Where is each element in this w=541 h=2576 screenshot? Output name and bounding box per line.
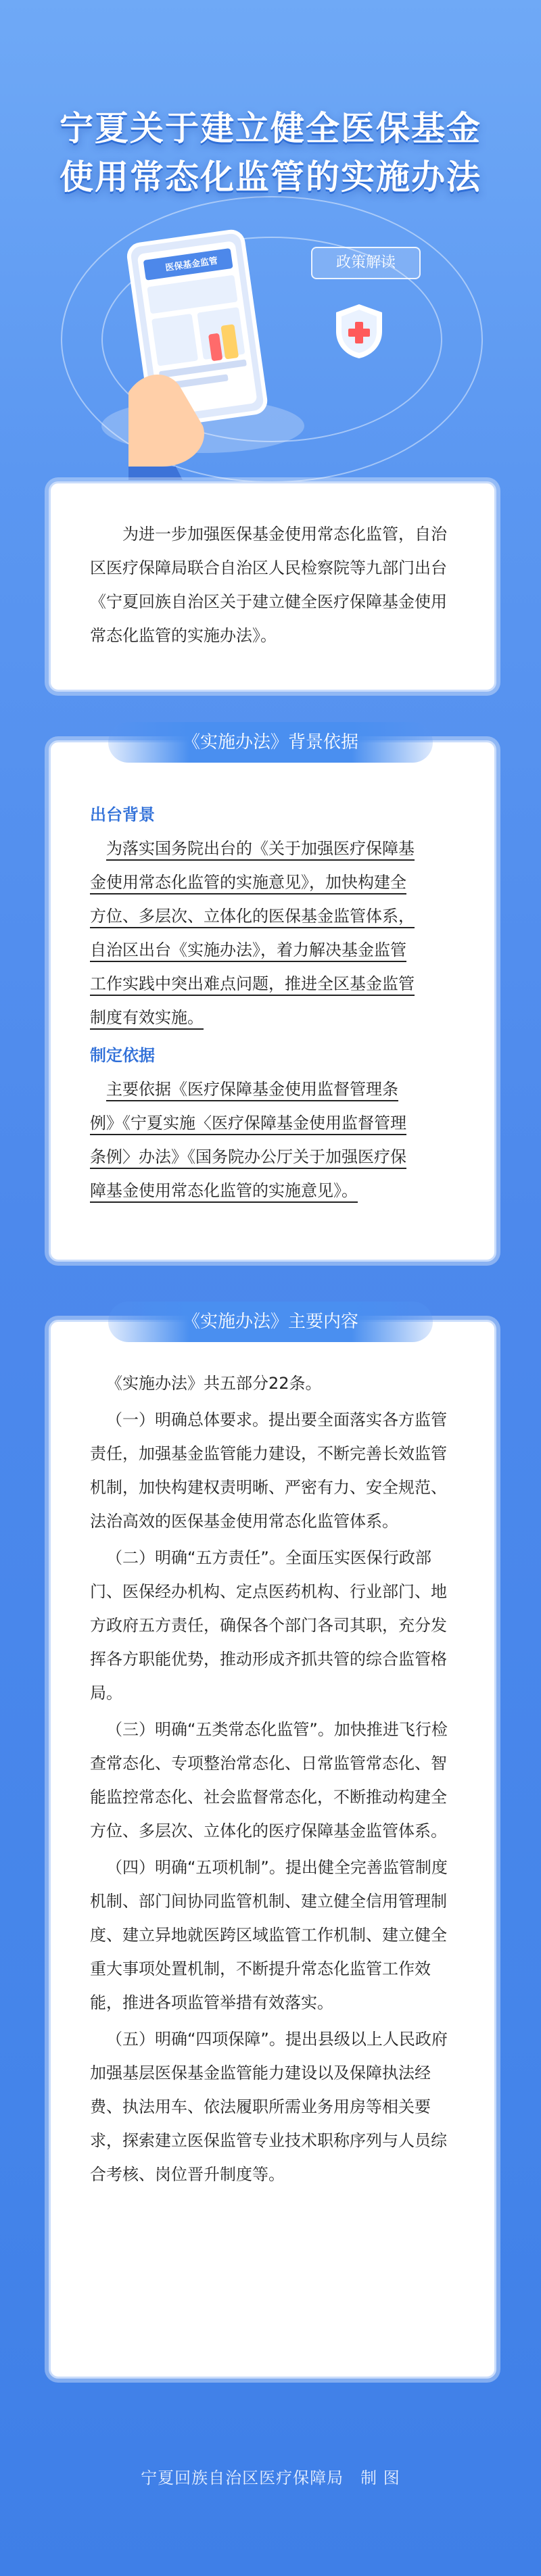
- intro-card: [49, 481, 496, 692]
- page-title-line1: 宁夏关于建立健全医保基金: [60, 109, 481, 148]
- item-label: （二）明确“五方责任”。: [106, 1548, 285, 1567]
- content-body: [90, 1366, 461, 2191]
- background-line: 方位、多层次、立体化的医保基金监管体系，: [90, 907, 415, 926]
- content-item: [90, 1713, 461, 1848]
- background-content: [90, 798, 461, 1208]
- content-item: [90, 2022, 461, 2191]
- content-lead: 《实施办法》共五部分22条。: [106, 1374, 322, 1393]
- phone-screen-title: 医保基金监管: [164, 256, 218, 274]
- content-item: [90, 1851, 461, 2020]
- content-heading: 《实施办法》主要内容: [108, 1302, 433, 1342]
- item-label: （一）明确总体要求。: [106, 1410, 268, 1429]
- basis-line: 主要依据《医疗保障基金使用监督管理条: [106, 1080, 398, 1099]
- item-text: 提出县级以上人民政府加强基层医保基金监管能力建设以及保障执法经费、执法用车、依法履职所需业务用房等相关要求，探索建立医保监管专业技术职称序列与人员综合考核、岗位晋升制度等。: [90, 2030, 448, 2184]
- item-text: 提出要全面落实各方监管责任，加强基金监管能力建设，不断完善长效监管机制，加快构建权责明晰、严密有力、安全规范、法治高效的医保基金使用常态化监管体系。: [90, 1410, 447, 1531]
- item-text: 提出健全完善监管制度机制、部门间协同监管机制、建立健全信用管理制度、建立异地就医跨区域监管工作机制、建立健全重大事项处置机制，不断提升常态化监管工作效能，推进各项监管举措有效落实。: [90, 1858, 448, 2012]
- hero-banner: [0, 0, 541, 487]
- background-card: [49, 740, 496, 1262]
- shield-icon: [335, 303, 383, 360]
- footer-credit: 宁夏回族自治区医疗保障局 制 图: [141, 2468, 400, 2487]
- policy-tag: 政策解读: [311, 247, 421, 279]
- background-subtitle: 出台背景: [90, 805, 155, 824]
- item-label: （三）明确“五类常态化监管”。: [106, 1720, 334, 1739]
- item-text: 全面压实医保行政部门、医保经办机构、定点医药机构、行业部门、地方政府五方责任，确保各个部门各司其职，充分发挥各方职能优势，推动形成齐抓共管的综合监管格局。: [90, 1548, 447, 1702]
- background-line: 自治区出台《实施办法》，着力解决基金监管: [90, 940, 406, 959]
- basis-line: 障基金使用常态化监管的实施意见》。: [90, 1181, 358, 1200]
- basis-line: 例》《宁夏实施〈医疗保障基金使用监督管理: [90, 1114, 406, 1132]
- item-label: （五）明确“四项保障”。: [106, 2030, 285, 2049]
- basis-subtitle: 制定依据: [90, 1046, 155, 1065]
- item-label: （四）明确“五项机制”。: [106, 1858, 285, 1877]
- background-line: 工作实践中突出难点问题，推进全区基金监管: [90, 974, 415, 993]
- background-heading: 《实施办法》背景依据: [108, 722, 433, 763]
- content-card: [49, 1320, 496, 2379]
- content-item: [90, 1403, 461, 1538]
- content-item: [90, 1541, 461, 1710]
- background-line: 金使用常态化监管的实施意见》，加快构建全: [90, 873, 406, 892]
- basis-line: 条例〉办法》《国务院办公厅关于加强医疗保: [90, 1147, 406, 1166]
- background-line: 为落实国务院出台的《关于加强医疗保障基: [106, 839, 415, 858]
- background-line: 制度有效实施。: [90, 1008, 204, 1027]
- item-text: 加快推进飞行检查常态化、专项整治常态化、日常监管常态化、智能监控常态化、社会监督常态化，不断推动构建全方位、多层次、立体化的医疗保障基金监管体系。: [90, 1720, 448, 1840]
- intro-text: 为进一步加强医保基金使用常态化监管，自治区医疗保障局联合自治区人民检察院等九部门出台《宁夏回族自治区关于建立健全医疗保障基金使用常态化监管的实施办法》。: [90, 525, 447, 645]
- page-title-line2: 使用常态化监管的实施办法: [60, 158, 481, 197]
